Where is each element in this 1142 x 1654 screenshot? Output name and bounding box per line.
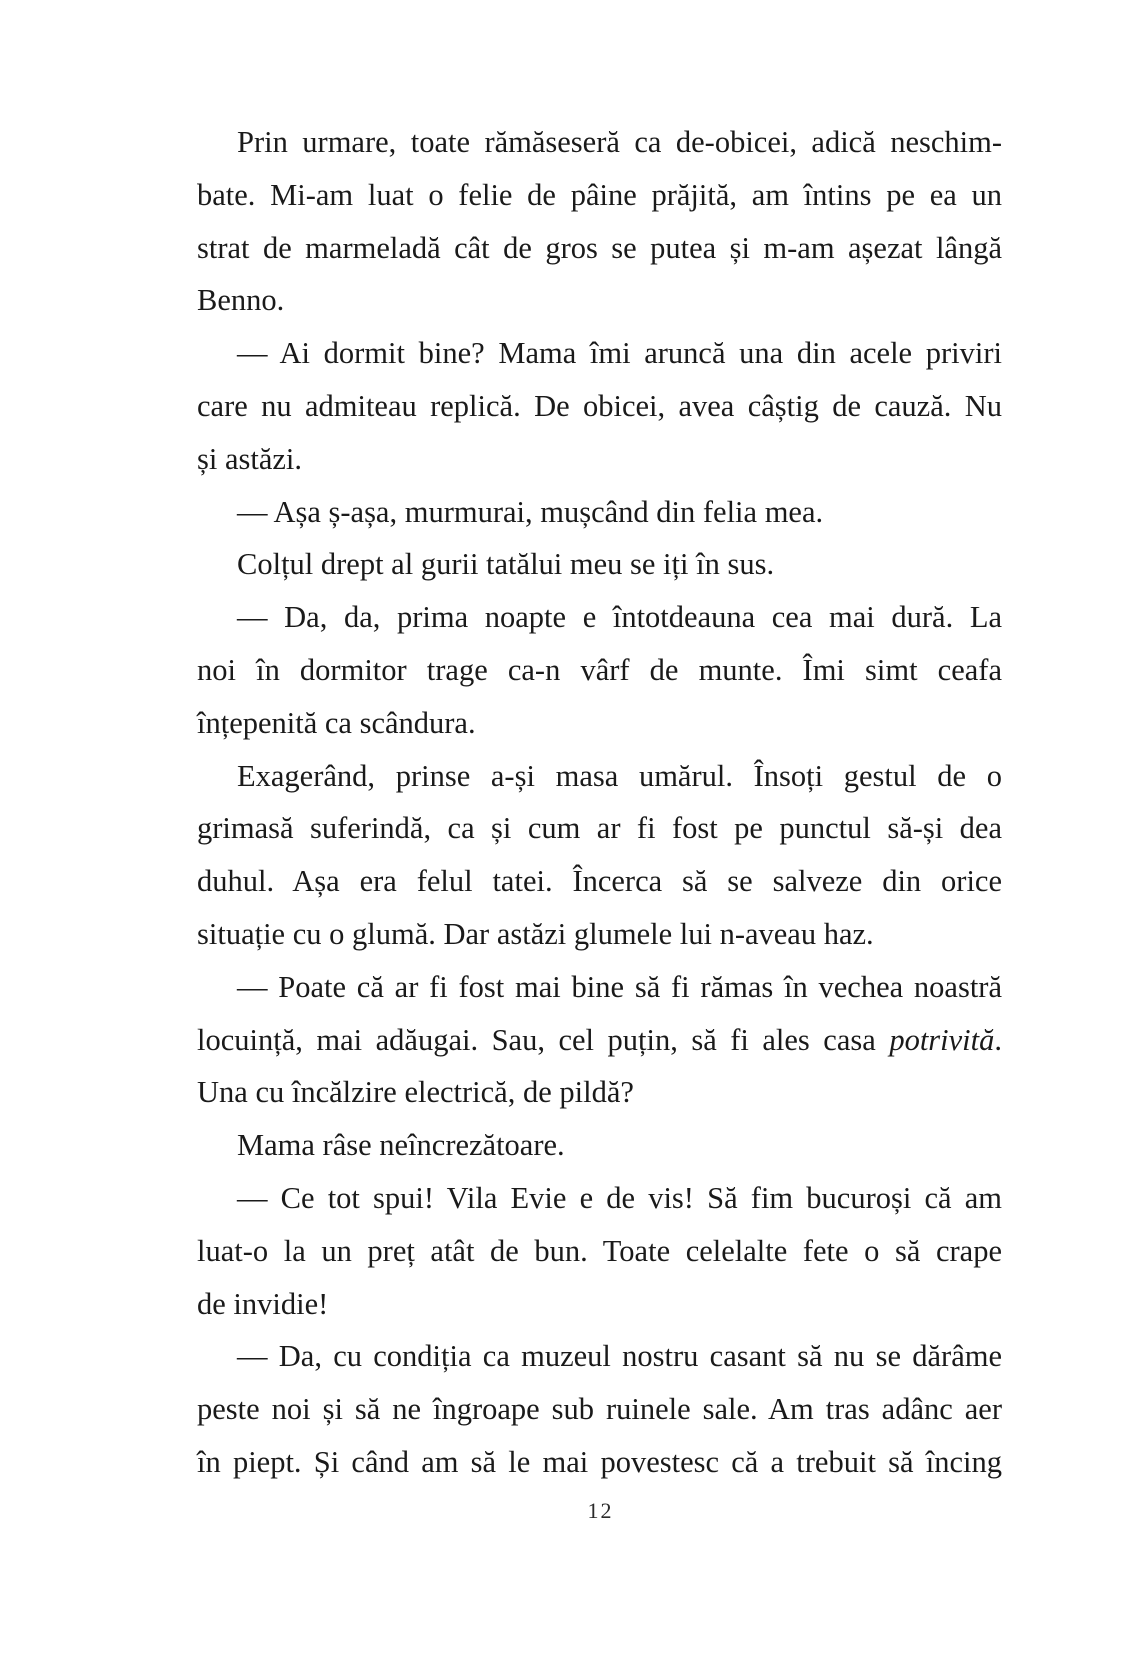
text-line: grimasă suferindă, ca și cum ar fi fost pe punctul să-și dea — [197, 811, 1002, 846]
text-line-segment: . — [994, 1022, 1002, 1057]
text-line: Prin urmare, toate rămăseseră ca de-obicei, adică neschim- — [237, 125, 1002, 159]
text-line: Una cu încălzire electrică, de pildă? — [197, 1075, 634, 1110]
text-line: — Da, cu condiția ca muzeul nostru casant să nu se dărâme — [237, 1339, 1002, 1374]
text-line: — Ai dormit bine? Mama îmi aruncă una din acele priviri — [237, 336, 1002, 371]
body-text — [197, 116, 1002, 1489]
text-line — [197, 1014, 1002, 1067]
text-line: — Da, da, prima noapte e întotdeauna cea mai dură. La — [237, 600, 1002, 635]
text-line: duhul. Așa era felul tatei. Încerca să se salveze din orice — [197, 864, 1002, 899]
text-line: — Așa ș-așa, murmurai, mușcând din felia mea. — [237, 494, 824, 529]
text-line: și astăzi. — [197, 441, 303, 476]
text-line: înțepenită ca scândura. — [197, 705, 476, 740]
text-line: Benno. — [197, 283, 285, 318]
text-line: în piept. Și când am să le mai povestesc că a trebuit să încing — [197, 1444, 1002, 1479]
text-line: bate. Mi-am luat o felie de pâine prăjită, am întins pe ea un — [197, 177, 1002, 212]
text-line: Colțul drept al gurii tatălui meu se iți în sus. — [237, 547, 775, 582]
text-line-segment: locuință, mai adăugai. Sau, cel puțin, să fi ales casa — [197, 1022, 890, 1057]
text-line: Exagerând, prinse a-și masa umărul. Însoți gestul de o — [237, 758, 1002, 793]
text-line: peste noi și să ne îngroape sub ruinele sale. Am tras adânc aer — [197, 1392, 1002, 1427]
text-line: situație cu o glumă. Dar astăzi glumele lui n-aveau haz. — [197, 916, 874, 951]
text-line: Mama râse neîncrezătoare. — [237, 1128, 565, 1163]
page-number: 12 — [587, 1498, 614, 1523]
emphasized-word: potrivită — [889, 1022, 995, 1057]
text-line: care nu admiteau replică. De obicei, avea câștig de cauză. Nu — [197, 388, 1002, 423]
text-line: noi în dormitor trage ca-n vârf de munte. Îmi simt ceafa — [197, 652, 1002, 687]
text-line: — Ce tot spui! Vila Evie e de vis! Să fim bucuroși că am — [237, 1180, 1002, 1215]
text-line: — Poate că ar fi fost mai bine să fi rămas în vechea noastră — [237, 969, 1002, 1004]
text-line: de invidie! — [197, 1286, 329, 1321]
text-line: strat de marmeladă cât de gros se putea și m-am așezat lângă — [197, 230, 1002, 265]
text-line: luat-o la un preț atât de bun. Toate celelalte fete o să crape — [197, 1233, 1002, 1268]
